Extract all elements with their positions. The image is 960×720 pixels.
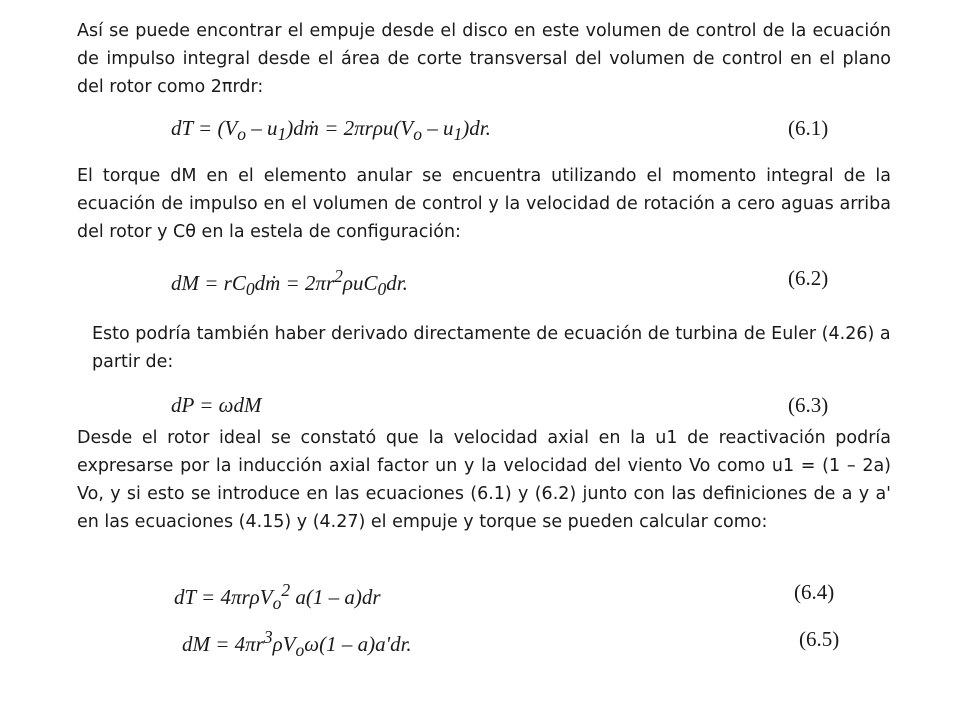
equation-number-6-2: (6.2) <box>788 266 829 290</box>
paragraph-ideal-rotor: Desde el rotor ideal se constató que la velocidad axial en la u1 de reactivación podría expresarse por la inducción axial factor un y la velocidad del viento Vo como u1 = (1 – 2a) Vo, y si esto se introduce en las ecuaciones (6.1) y (6.2) junto con las definiciones de a y a' en las ecuaciones (4.15) y (4.27) el empuje y torque se pueden calcular como: <box>77 428 891 532</box>
equation-6-2: dM = $rC_0dṁ = 2\pi r^2\rho uC_0dr$. <box>171 266 408 300</box>
paragraph-thrust-intro: Así se puede encontrar el empuje desde el disco en este volumen de control de la ecuación de impulso integral desde el área de corte transversal del volumen de control en el plano del rotor como 2πrdr: <box>77 21 891 97</box>
equation-6-3: dP = ωdM <box>171 393 262 417</box>
equation-number-6-4: (6.4) <box>794 580 835 604</box>
equation-number-6-1: (6.1) <box>788 116 829 140</box>
equation-number-6-3: (6.3) <box>788 393 829 417</box>
paragraph-euler: Esto podría también haber derivado directamente de ecuación de turbina de Euler (4.26) a partir de: <box>92 324 891 372</box>
equation-6-4: dT = 4πrρV$_o^2$ a(1 – a)dr <box>174 580 381 614</box>
equation-6-5: dM = $4\pi r^3\rho V_o\omega(1 - a)a'dr$. <box>182 627 412 661</box>
paragraph-torque-intro: El torque dM en el elemento anular se encuentra utilizando el momento integral de la ecuación de impulso en el volumen de control y la velocidad de rotación a cero aguas arriba del rotor y Cθ en la estela de configuración: <box>77 166 891 242</box>
equation-6-1: dT = ($V_o$ – $u_1)dṁ = 2\pi r\rho u(V_o - u_1)dr$. <box>171 116 491 145</box>
equation-number-6-5: (6.5) <box>799 627 840 651</box>
